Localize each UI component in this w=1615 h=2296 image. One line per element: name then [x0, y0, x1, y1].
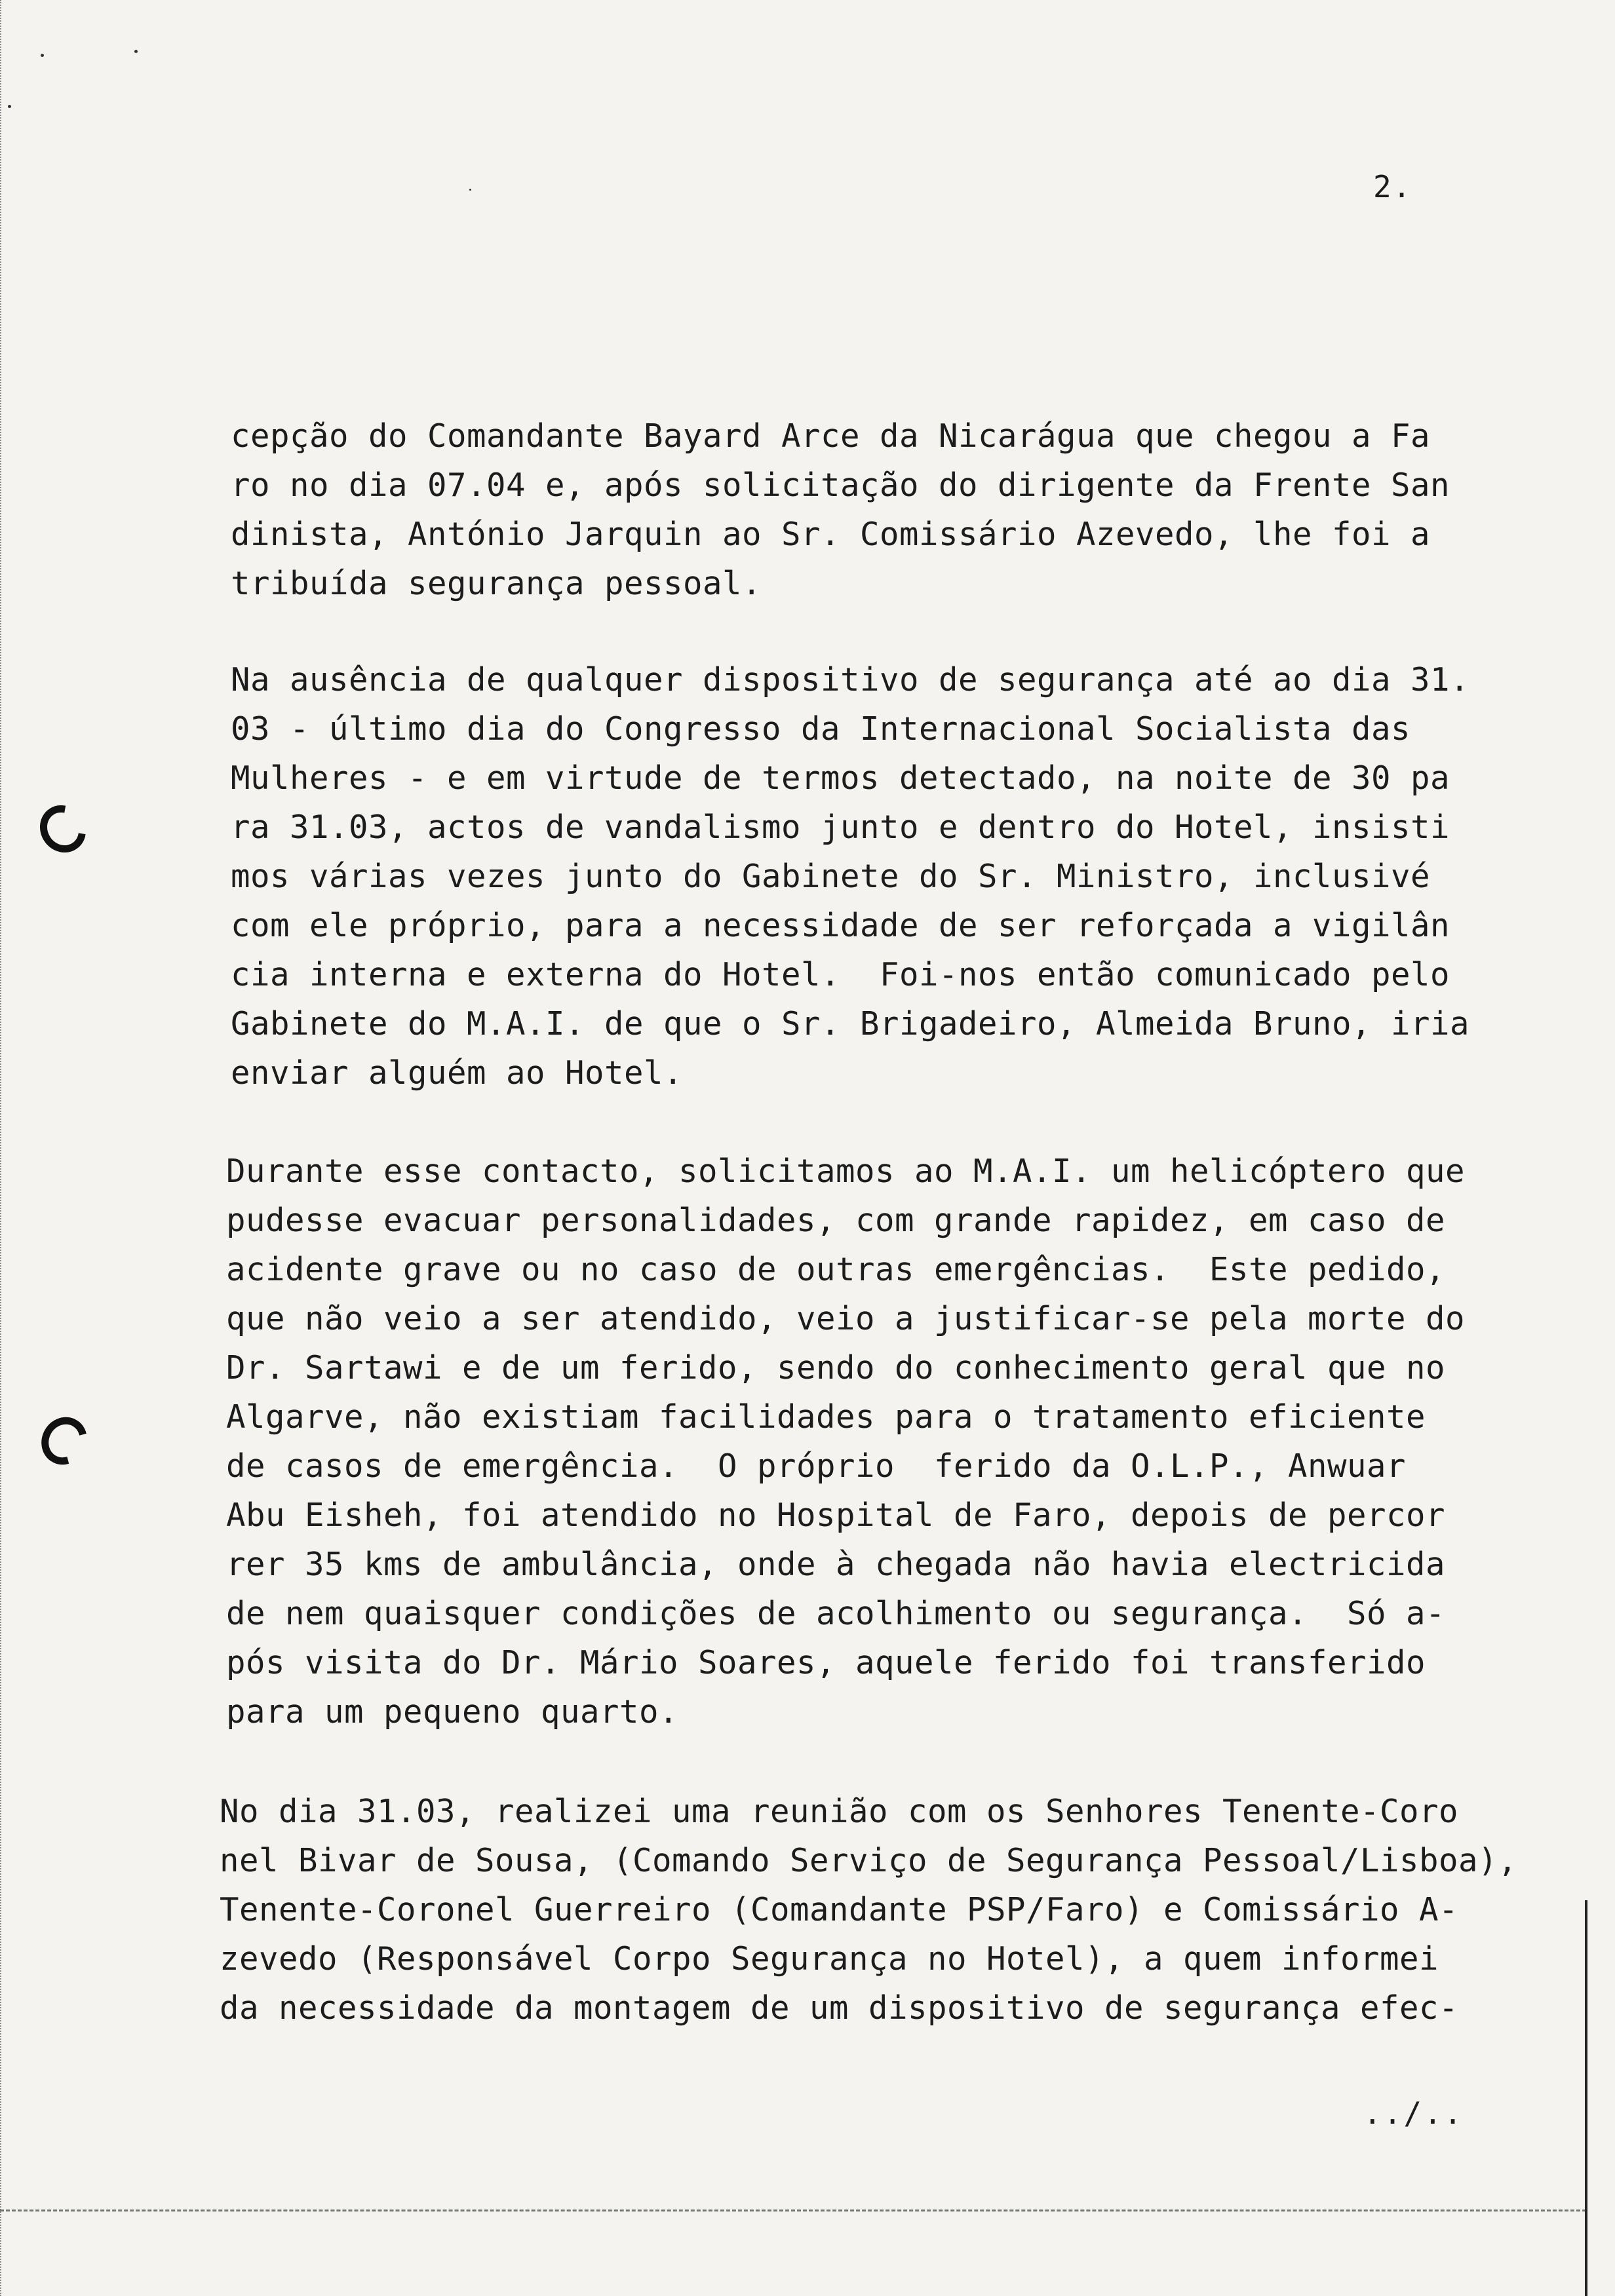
text-line: cia interna e externa do Hotel. Foi-nos então comunicado pelo [231, 956, 1450, 993]
text-line: tribuída segurança pessoal. [231, 565, 762, 602]
paragraph-2 [231, 655, 1489, 1098]
text-line: Algarve, não existiam facilidades para o tratamento eficiente [226, 1398, 1426, 1436]
text-line: rer 35 kms de ambulância, onde à chegada não havia electricida [226, 1546, 1446, 1583]
text-line: Abu Eisheh, foi atendido no Hospital de Faro, depois de percor [226, 1497, 1446, 1534]
text-line: ro no dia 07.04 e, após solicitação do dirigente da Frente San [231, 467, 1450, 504]
text-line: para um pequeno quarto. [226, 1693, 679, 1731]
paragraph-4 [220, 1787, 1518, 2033]
text-line: Mulheres - e em virtude de termos detectado, na noite de 30 pa [231, 759, 1450, 797]
text-line: de casos de emergência. O próprio ferido da O.L.P., Anwuar [226, 1447, 1407, 1485]
paragraph-1 [231, 411, 1489, 608]
punch-hole-mark [33, 1409, 96, 1473]
scan-bottom-edge [0, 2210, 1586, 2211]
text-line: pudesse evacuar personalidades, com grande rapidez, em caso de [226, 1202, 1446, 1239]
text-line: que não veio a ser atendido, veio a justificar-se pela morte do [226, 1300, 1466, 1337]
text-line: cepção do Comandante Bayard Arce da Nicarágua que chegou a Fa [231, 417, 1431, 455]
continuation-mark: ../.. [1363, 2095, 1464, 2131]
text-line: No dia 31.03, realizei uma reunião com os Senhores Tenente-Coro [220, 1793, 1459, 1830]
scan-speck [8, 105, 11, 108]
text-line: com ele próprio, para a necessidade de ser reforçada a vigilân [231, 907, 1450, 944]
paragraph-3 [226, 1147, 1485, 1736]
text-line: de nem quaisquer condições de acolhimento ou segurança. Só a- [226, 1595, 1446, 1632]
text-line: Dr. Sartawi e de um ferido, sendo do conhecimento geral que no [226, 1349, 1446, 1387]
scan-left-edge [0, 0, 1, 2296]
scan-speck [469, 189, 471, 191]
text-line: 03 - último dia do Congresso da Internacional Socialista das [231, 710, 1411, 748]
text-line: enviar alguém ao Hotel. [231, 1054, 684, 1092]
text-line: pós visita do Dr. Mário Soares, aquele ferido foi transferido [226, 1644, 1426, 1681]
text-line: zevedo (Responsável Corpo Segurança no Hotel), a quem informei [220, 1940, 1439, 1978]
text-line: Na ausência de qualquer dispositivo de segurança até ao dia 31. [231, 661, 1470, 698]
text-line: Durante esse contacto, solicitamos ao M.A.I. um helicóptero que [226, 1153, 1466, 1190]
text-line: Gabinete do M.A.I. de que o Sr. Brigadeiro, Almeida Bruno, iria [231, 1005, 1470, 1043]
scan-right-edge [1585, 1900, 1587, 2296]
text-line: nel Bivar de Sousa, (Comando Serviço de Segurança Pessoal/Lisboa), [220, 1842, 1518, 1879]
punch-hole-mark [31, 796, 95, 862]
page-number: 2. [1373, 169, 1412, 204]
text-line: da necessidade da montagem de um dispositivo de segurança efec- [220, 1989, 1459, 2027]
scan-speck [134, 50, 138, 53]
text-line: ra 31.03, actos de vandalismo junto e dentro do Hotel, insisti [231, 809, 1450, 846]
text-line: dinista, António Jarquin ao Sr. Comissário Azevedo, lhe foi a [231, 516, 1431, 553]
scan-speck [41, 54, 44, 57]
text-line: mos várias vezes junto do Gabinete do Sr. Ministro, inclusivé [231, 858, 1431, 895]
text-line: Tenente-Coronel Guerreiro (Comandante PSP/Faro) e Comissário A- [220, 1891, 1459, 1928]
text-line: acidente grave ou no caso de outras emergências. Este pedido, [226, 1251, 1446, 1288]
